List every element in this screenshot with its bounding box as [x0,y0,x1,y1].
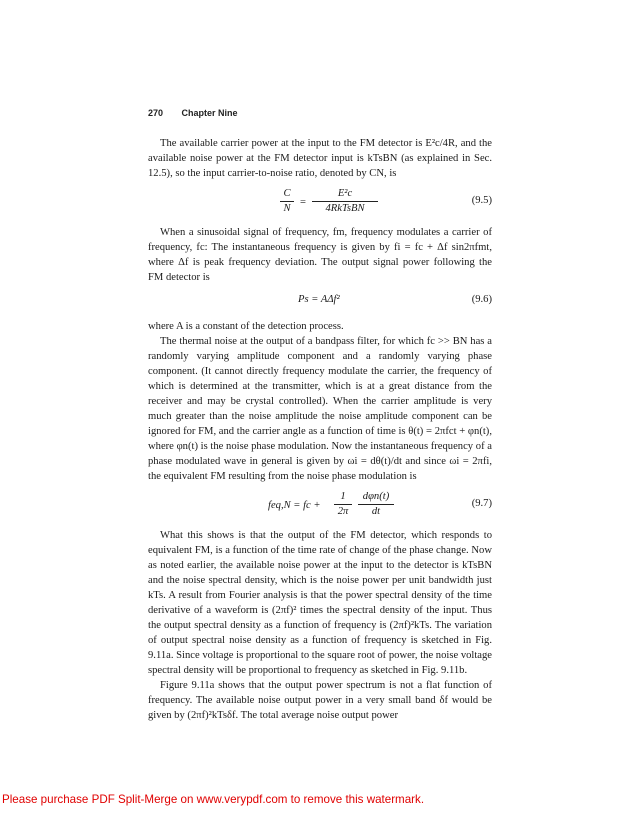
equation-9-6 [148,289,492,315]
equation-number: (9.6) [471,294,492,305]
body-text [148,136,492,723]
equivalent-frequency-lhs: feq,N = fc + [268,500,321,511]
carrier-noise-fraction: E²c 4RkTsBN [312,187,378,216]
equation-9-7 [148,488,492,524]
paragraph-6: Figure 9.11a shows that the output power spectrum is not a flat function of frequency. The available noise output power in a very small band δf would be given by (2πf)²kTsδf. The total average noise output power [148,680,492,721]
paragraph-4: The thermal noise at the output of a bandpass filter, for which fc >> BN has a randomly varying amplitude component and a randomly varying phase component. (It cannot directly frequency modulate the carrier, the frequency of which is determined at the transmitter, which is at a great distance from the receiver and may be crystal controlled). When the carrier amplitude is very much greater than the noise amplitude the noise amplitude component can be ignored for FM, and the carrier angle as a function of time is θ(t) = 2πfct + φn(t), where φn(t) is the noise phase modulation. Now the instantaneous frequency of a phase modulated wave in general is given by ωi = dθ(t)/dt and since ωi = 2πfi, the equivalent FM resulting from the noise phase modulation is [148,336,492,482]
equation-number: (9.5) [471,195,492,206]
paragraph-5: What this shows is that the output of the FM detector, which responds to equivalent FM, is a function of the time rate of change of the phase change. Now as noted earlier, the available noise power at the input to the detector is kTsBN and the noise spectral density, which is the noise power per unit bandwidth just kTs. A result from Fourier analysis is that the power spectral density of the time derivative of a waveform is (2πf)² times the spectral density of the input. Thus the output spectral density as a function of frequency is (2πf)²kTs. The variation of output spectral noise density as a function of frequency is sketched in Fig. 9.11a. Since voltage is proportional to the square root of power, the noise voltage spectral density will be proportional to frequency as sketched in Fig. 9.11b. [148,530,492,676]
paragraph-1: The available carrier power at the input to the FM detector is E²c/4R, and the available noise power at the FM detector input is kTsBN (as explained in Sec. 12.5), so the input carrier-to-noise ratio, denoted by CN, is [148,138,492,179]
cn-fraction: $\frac{C}{N}$ [280,187,294,216]
equation-9-5 [148,185,492,221]
paragraph-3: where A is a constant of the detection process. [148,321,344,332]
chapter-title: Chapter Nine [181,108,238,118]
page-number: 270 [148,108,164,118]
equals-sign: = [300,197,306,208]
page-header [148,108,492,118]
signal-power-expression: Ps = AΔf² [298,294,340,305]
one-over-two-pi: $\frac{1}{2\pi}$ [334,490,352,519]
watermark-text: Please purchase PDF Split-Merge on www.verypdf.com to remove this watermark. [2,793,425,806]
equation-number: (9.7) [471,498,492,509]
paragraph-2: When a sinusoidal signal of frequency, fm, frequency modulates a carrier of frequency, fc: The instantaneous frequency is given by fi = fc + Δf sin2πfmt, where Δf is peak frequency deviation. The output signal power following the FM detector is [148,227,492,283]
phase-derivative: dφn(t) dt [358,490,394,519]
